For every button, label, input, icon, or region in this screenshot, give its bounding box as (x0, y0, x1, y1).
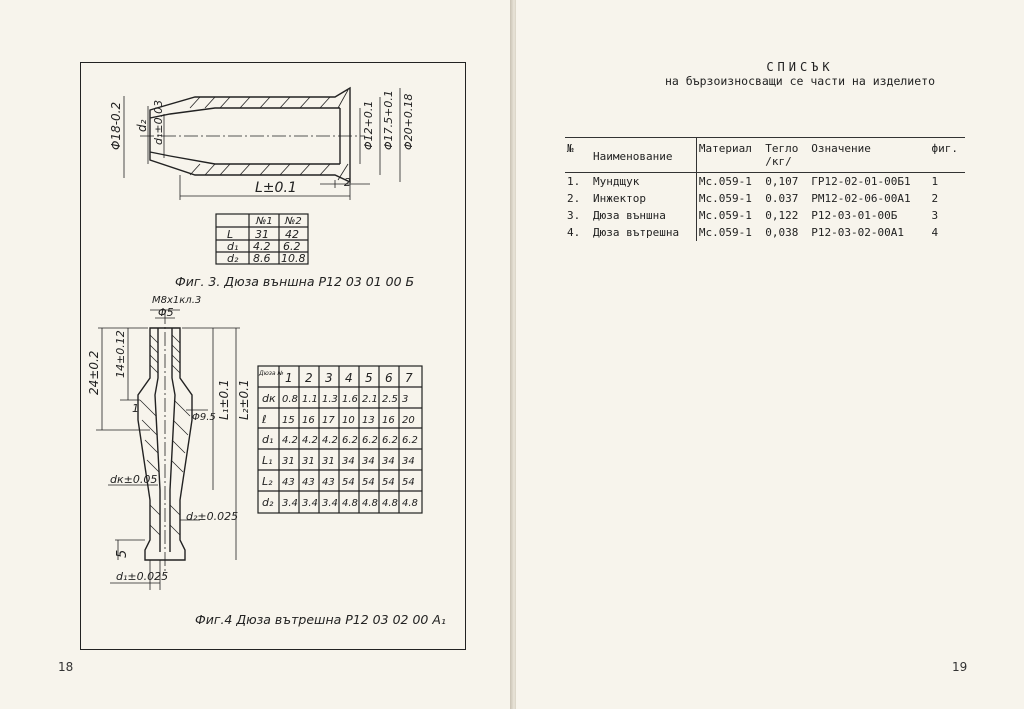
parts-cell-num: 3. (567, 209, 581, 222)
fig4-cell: 2.1 (362, 394, 378, 405)
fig3-caption: Фиг. 3. Дюза външна Р12 03 01 00 Б (175, 274, 415, 289)
parts-table-row (565, 224, 965, 241)
fig4-cell: 34 (402, 456, 415, 467)
page-number-right: 19 (952, 660, 968, 674)
parts-cell-weight: 0,038 (765, 226, 799, 239)
fig3-cell: 10.8 (281, 252, 306, 265)
fig4-cell: 13 (362, 415, 375, 426)
parts-cell-num: 4. (567, 226, 581, 239)
fig4-cell: 34 (342, 456, 355, 467)
fig4-cell: 54 (362, 477, 375, 488)
fig3-cell: 42 (285, 228, 299, 241)
fig4-cell: 34 (382, 456, 395, 467)
fig4-col-header: 7 (405, 371, 413, 385)
fig4-col-header: 5 (365, 371, 373, 385)
parts-cell-material: Мс.059-1 (696, 224, 763, 241)
fig3-dim-d17: Φ17.5+0.1 (382, 90, 395, 150)
fig4-cell: 4.8 (342, 498, 358, 509)
parts-cell-num: 2. (567, 192, 581, 205)
fig4-cell: 54 (382, 477, 395, 488)
fig4-cell: 1.6 (342, 394, 358, 405)
fig4-dim-dk: dк±0.05 (110, 473, 158, 486)
fig4-cell: 31 (282, 456, 295, 467)
fig4-dim-L2: L₂±0.1 (237, 379, 251, 420)
parts-cell-material: Мс.059-1 (696, 190, 763, 207)
fig4-cell: 17 (322, 415, 335, 426)
fig4-col-header: 1 (285, 371, 293, 385)
fig4-cell: 6.2 (382, 435, 398, 446)
list-title: СПИСЪК (766, 60, 834, 74)
parts-cell-fig: 4 (931, 226, 939, 239)
fig4-cell: 15 (282, 415, 295, 426)
fig4-col-header: 2 (305, 371, 313, 385)
fig4-col-header: 3 (325, 371, 333, 385)
header-designation: Означение (809, 138, 929, 173)
fig4-cell: 4.8 (382, 498, 398, 509)
parts-cell-name: Дюза вътрешна (593, 226, 680, 239)
parts-table-row (565, 207, 965, 224)
fig4-dim-L1: L₁±0.1 (217, 379, 231, 420)
fig4-dim-d14: 14±0.12 (114, 330, 127, 378)
fig4-cell: 4.2 (282, 435, 298, 446)
parts-table (565, 137, 965, 241)
fig4-dim-d95: Φ9.5 (192, 412, 216, 423)
parts-cell-weight: 0.037 (765, 192, 799, 205)
fig3-dim-d2: d₂ (135, 119, 149, 132)
page-number-left: 18 (58, 660, 74, 674)
fig4-corner: Дюза № (259, 370, 284, 377)
parts-cell-designation: Р12-03-02-00А1 (811, 226, 904, 239)
fig3-row-label: d₁ (227, 240, 239, 253)
parts-table-body (565, 173, 965, 242)
fig4-cell: 20 (402, 415, 415, 426)
parts-cell-designation: ГР12-02-01-00Б1 (811, 175, 911, 188)
parts-cell-fig: 2 (931, 192, 939, 205)
fig4-cell: 10 (342, 415, 355, 426)
fig3-cell: 6.2 (283, 240, 301, 253)
fig4-cell: 1.1 (302, 394, 318, 405)
fig4-cell: 54 (402, 477, 415, 488)
fig4-col-header: 4 (345, 371, 353, 385)
parts-cell-fig: 1 (931, 175, 939, 188)
fig3-dim-d18: Φ18-0.2 (109, 101, 123, 150)
parts-cell-designation: Р12-03-01-00Б (811, 209, 898, 222)
list-subtitle: на бързоизносващи се части на изделието (664, 74, 936, 88)
fig4-cell: 31 (322, 456, 335, 467)
parts-cell-weight: 0,107 (765, 175, 799, 188)
fig3-dim-d20: Φ20+0.18 (402, 93, 415, 150)
fig3-col-2: №2 (285, 216, 302, 227)
fig4-cell: 16 (302, 415, 315, 426)
fig4-row-label: L₁ (262, 454, 273, 467)
fig4-cell: 4.8 (362, 498, 378, 509)
header-weight: Тегло /кг/ (763, 138, 809, 173)
fig3-row-label: L (227, 228, 234, 241)
fig4-cell: 0.8 (282, 394, 298, 405)
parts-cell-weight: 0,122 (765, 209, 799, 222)
header-fig: фиг. (930, 138, 966, 173)
fig3-dim-two: 2 (344, 176, 351, 189)
fig4-dim-d2: d₂±0.025 (186, 510, 239, 523)
fig4-cell: 3.4 (302, 498, 318, 509)
fig4-cell: 1.3 (322, 394, 338, 405)
parts-cell-num: 1. (567, 175, 581, 188)
header-num: № (565, 138, 591, 173)
fig4-table (257, 365, 423, 515)
fig3-dim-L: L±0.1 (255, 180, 297, 196)
fig4-cell: 16 (382, 415, 395, 426)
right-page (516, 0, 1024, 709)
fig4-cell: 6.2 (362, 435, 378, 446)
fig3-dim-d12: Φ12+0.1 (362, 100, 375, 150)
header-material: Материал (696, 138, 763, 173)
fig4-row-label: dк (262, 392, 276, 405)
fig4-cell: 43 (322, 477, 335, 488)
fig4-cell: 4.2 (322, 435, 338, 446)
fig4-dim-five: 5 (115, 549, 130, 558)
parts-table-row (565, 190, 965, 207)
fig4-cell: 54 (342, 477, 355, 488)
fig4-dim-one: 1 (132, 402, 139, 415)
parts-cell-material: Мс.059-1 (696, 207, 763, 224)
parts-table-row (565, 173, 965, 191)
fig4-cell: 3.4 (322, 498, 338, 509)
parts-cell-name: Мундщук (593, 175, 640, 188)
fig4-cell: 31 (302, 456, 315, 467)
parts-cell-material: Мс.059-1 (696, 173, 763, 191)
fig4-cell: 4.8 (402, 498, 418, 509)
fig4-cell: 43 (302, 477, 315, 488)
fig4-dim-m8: M8x1кл.3 (152, 295, 202, 306)
parts-cell-name: Дюза външна (593, 209, 666, 222)
fig3-dim-d1: d₁±0.03 (152, 99, 165, 145)
fig4-cell: 34 (362, 456, 375, 467)
header-name: Наименование (591, 138, 696, 173)
fig4-row-label: d₁ (262, 433, 274, 446)
fig4-cell: 2.5 (382, 394, 398, 405)
fig4-cell: 4.2 (302, 435, 318, 446)
fig4-cell: 6.2 (342, 435, 358, 446)
parts-cell-designation: РМ12-02-06-00А1 (811, 192, 911, 205)
fig3-row-label: d₂ (227, 252, 239, 265)
fig4-row-label: L₂ (262, 475, 273, 488)
parts-cell-fig: 3 (931, 209, 939, 222)
fig3-col-1: №1 (256, 216, 273, 227)
fig3-cell: 31 (255, 228, 269, 241)
fig4-col-header: 6 (385, 371, 393, 385)
fig4-row-label: ℓ (262, 413, 267, 426)
fig4-cell: 6.2 (402, 435, 418, 446)
fig4-caption: Фиг.4 Дюза вътрешна Р12 03 02 00 А₁ (195, 612, 446, 627)
parts-cell-name: Инжектор (593, 192, 646, 205)
fig4-row-label: d₂ (262, 496, 274, 509)
fig3-cell: 8.6 (253, 252, 271, 265)
fig4-cell: 43 (282, 477, 295, 488)
fig4-dim-d1: d₁±0.025 (116, 570, 169, 583)
fig3-cell: 4.2 (253, 240, 271, 253)
fig4-dim-d24: 24±0.2 (87, 350, 101, 395)
fig4-dim-d5: Φ5 (158, 306, 174, 319)
fig4-cell: 3.4 (282, 498, 298, 509)
fig4-cell: 3 (402, 394, 409, 405)
